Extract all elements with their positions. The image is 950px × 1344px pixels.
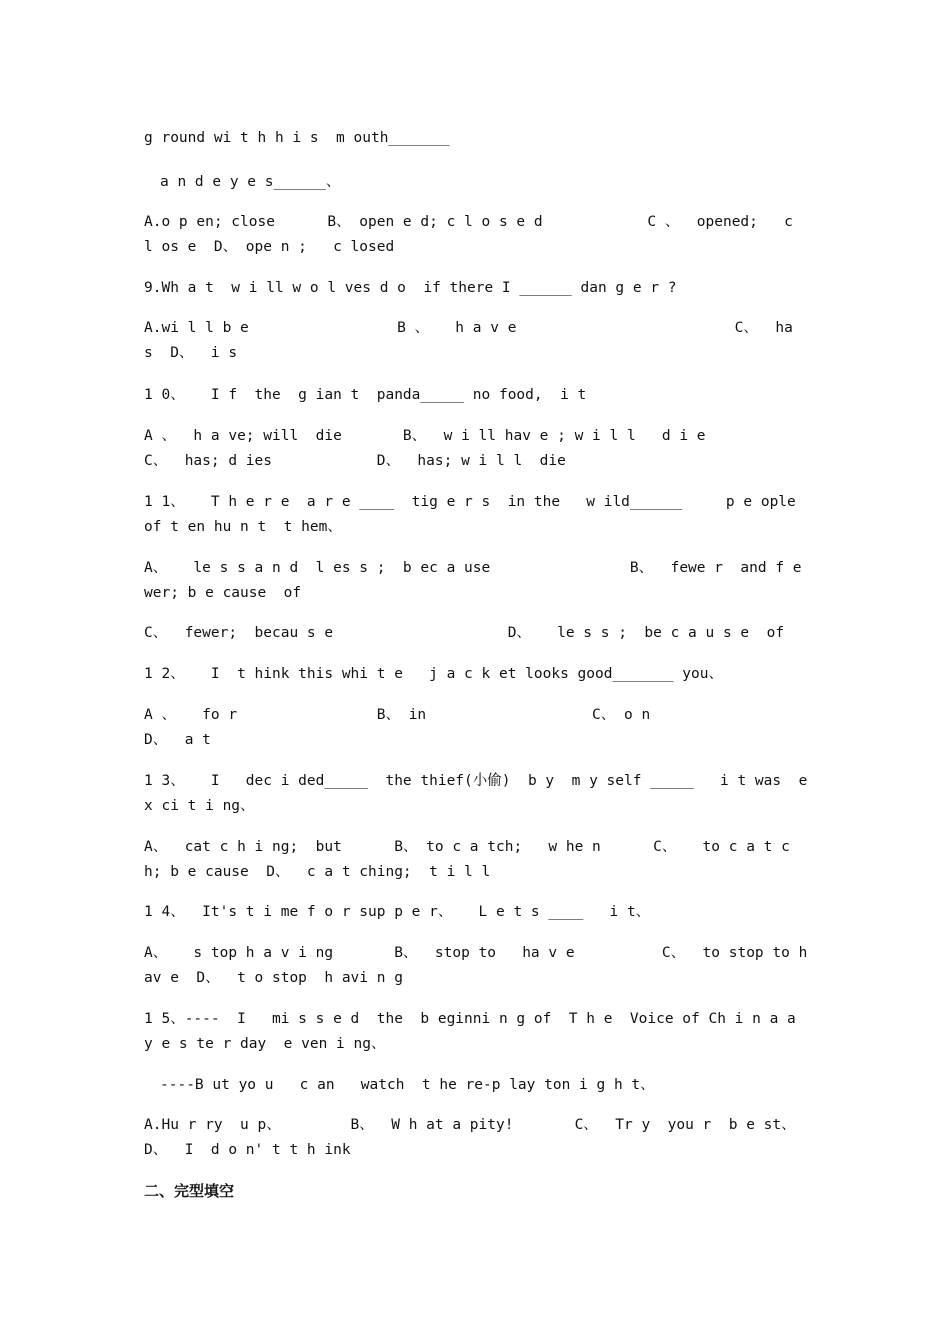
question-11-options-ab: A、 le s s a n d l es s ; b ec a use B、 fewe r and f e wer; b e cause of xyxy=(144,560,811,601)
question-12: 1 2、 I t hink this whi t e j a c k et looks good_______ you、 xyxy=(144,666,723,682)
question-9: 9.Wh a t w i ll w o l ves d o if there I ______ dan g e r ? xyxy=(144,280,677,296)
question-12-options: A 、 fo r B、 in C、 o n D、 a t xyxy=(144,707,790,748)
question-8-continued-line2: a n d e y e s______、 xyxy=(160,174,341,190)
section-heading: 二、完型填空 xyxy=(144,1182,235,1200)
question-10: 1 0、 I f the g ian t panda_____ no food, i t xyxy=(144,387,587,403)
question-13-options: A、 cat c h i ng; but B、 to c a tch; w he n C、 to c a t c h; b e cause D、 c a t ching; t i l l xyxy=(144,839,799,880)
question-14-options: A、 s top h a v i ng B、 stop to ha v e C、 to stop to hav e D、 t o stop h avi n g xyxy=(144,945,808,986)
question-9-options: A.wi l l b e B 、 h a v e C、 ha s D、 i s xyxy=(144,320,802,361)
question-11: 1 1、 T h e r e a r e ____ tig e r s in the w ild______ p e ople of t en hu n t t hem、 xyxy=(144,494,814,535)
question-15-reply: ----B ut yo u c an watch t he re-p lay ton i g h t、 xyxy=(160,1077,655,1093)
question-10-options: A 、 h a ve; will die B、 w i ll hav e ; w i l l d i e C、 has; d ies D、 has; w i l l die xyxy=(144,428,793,469)
question-14: 1 4、 It's t i me f o r sup p e r、 L e t s ____ i t、 xyxy=(144,904,651,920)
question-11-options-cd: C、 fewer; becau s e D、 le s s ; be c a u s e of xyxy=(144,625,785,641)
question-15: 1 5、---- I mi s s e d the b eginni n g of T h e Voice of Ch i n a a y e s te r day e ven i ng、 xyxy=(144,1011,805,1052)
question-15-options: A.Hu r ry u p、 B、 W h at a pity! C、 Tr y you r b e st、 D、 I d o n' t t h ink xyxy=(144,1117,849,1158)
question-8-continued: g round wi t h h i s m outh_______ xyxy=(144,130,450,146)
question-13: 1 3、 I dec i ded_____ the thief(小偷) b y m y self _____ i t was e x ci t i ng、 xyxy=(144,773,817,814)
question-8-options: A.o p en; close B、 open e d; c l o s e d C 、 opened; c l os e D、 ope n ; c losed xyxy=(144,214,802,255)
